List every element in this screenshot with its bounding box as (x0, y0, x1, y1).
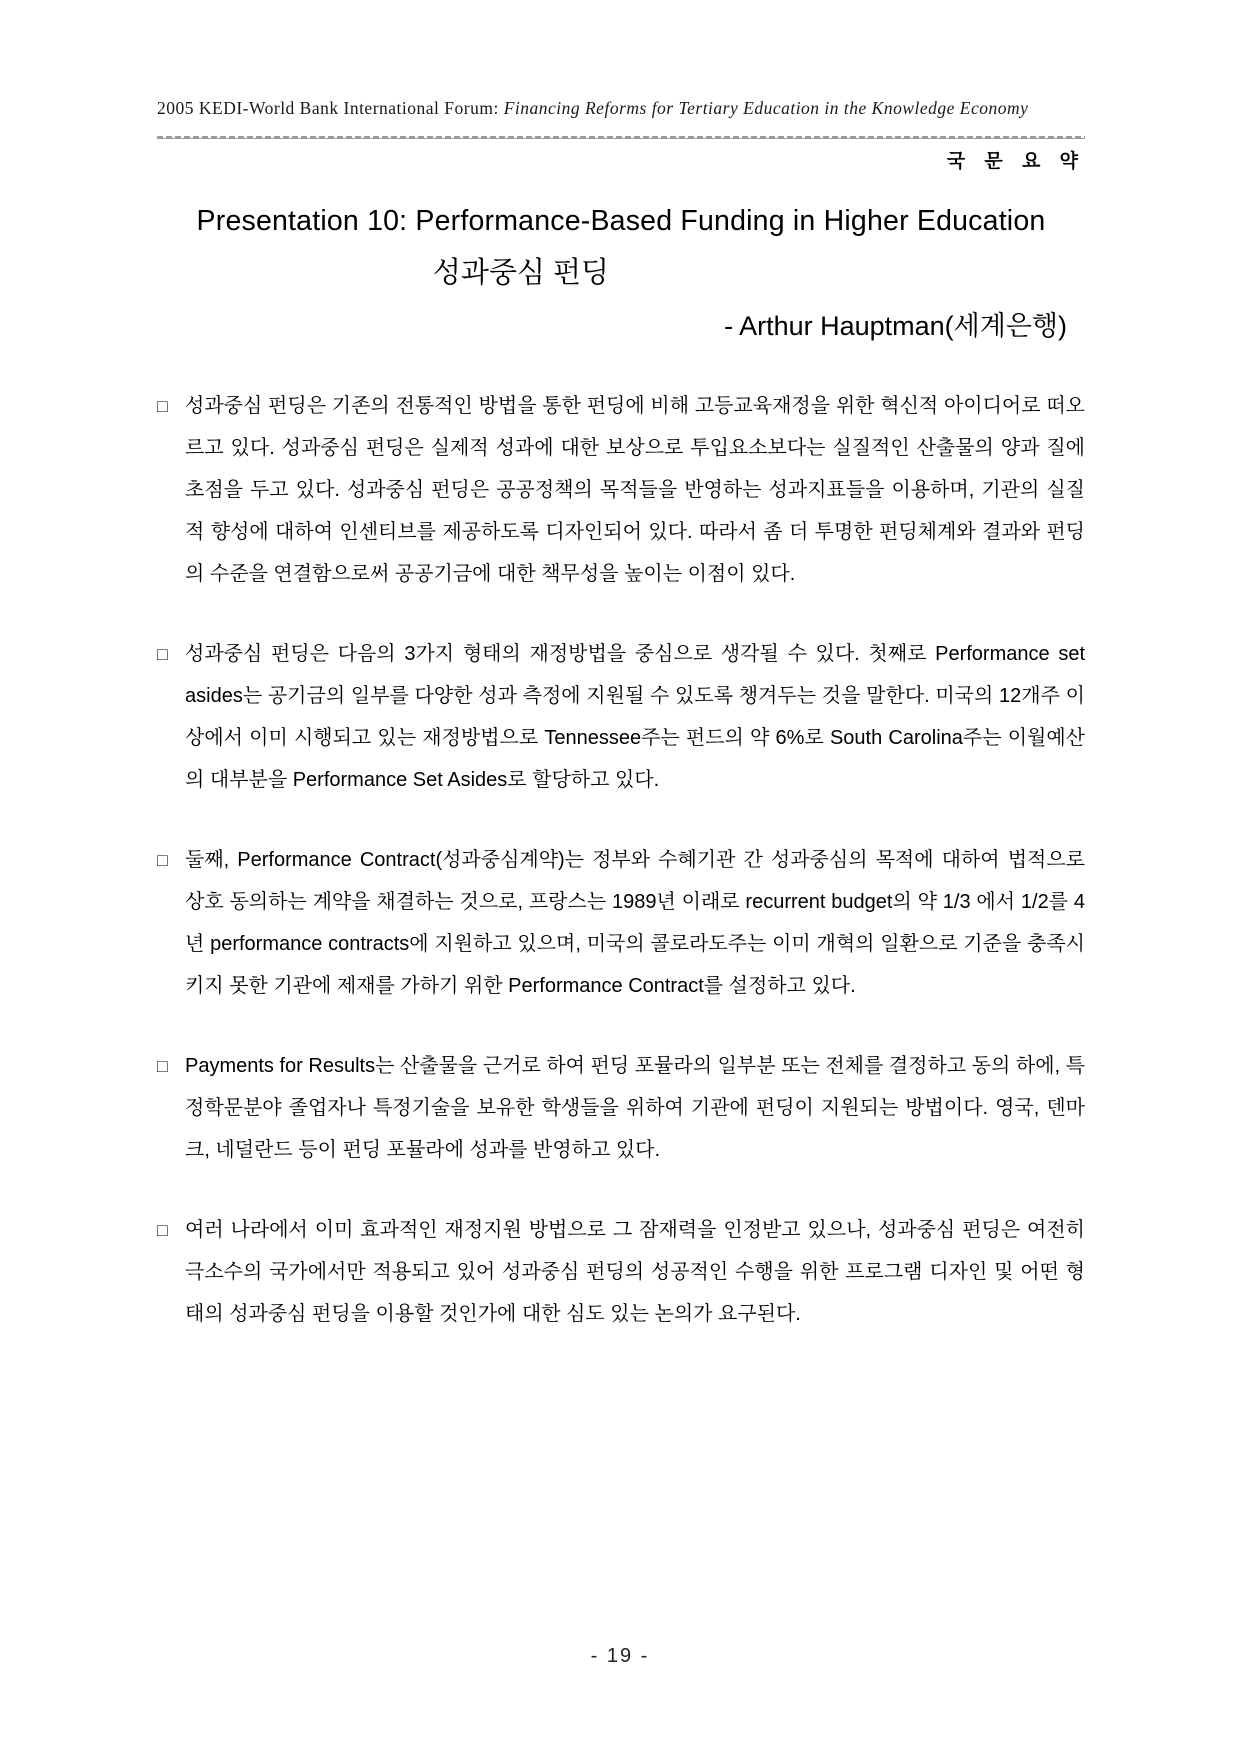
summary-paragraph (157, 633, 1085, 801)
paragraph-text: 둘째, Performance Contract(성과중심계약)는 정부와 수혜기관 간 성과중심의 목적에 대하여 법적으로 상호 동의하는 계약을 채결하는 것으로, 프랑스는 1989년 이래로 recurrent budget의 약 1/3 에서 1/2를 4년 performance contracts에 지원하고 있으며, 미국의 콜로라도주는 이미 개혁의 일환으로 기준을 충족시키지 못한 기관에 제재를 가하기 위한 Performance Contract를 설정하고 있다. (185, 849, 1085, 997)
square-bullet-icon: □ (157, 644, 168, 664)
paragraph-text: 성과중심 펀딩은 기존의 전통적인 방법을 통한 펀딩에 비해 고등교육재정을 위한 혁신적 아이디어로 떠오르고 있다. 성과중심 펀딩은 실제적 성과에 대한 보상으로 투입요소보다는 실질적인 산출물의 양과 질에 초점을 두고 있다. 성과중심 펀딩은 공공정책의 목적들을 반영하는 성과지표들을 이용하며, 기관의 실질적 향성에 대하여 인센티브를 제공하도록 디자인되어 있다. 따라서 좀 더 투명한 펀딩체계와 결과와 펀딩의 수준을 연결함으로써 공공기금에 대한 책무성을 높이는 이점이 있다. (185, 395, 1085, 585)
square-bullet-icon: □ (157, 850, 168, 870)
summary-paragraph (157, 1045, 1085, 1171)
square-bullet-icon: □ (157, 1056, 168, 1076)
square-bullet-icon: □ (157, 396, 168, 416)
square-bullet-icon: □ (157, 1220, 168, 1240)
running-header-forum-subtitle: Financing Reforms for Tertiary Education in the Knowledge Economy (498, 98, 1029, 118)
summary-body (157, 385, 1085, 1335)
running-header-forum-title: 2005 KEDI-World Bank International Forum: (157, 98, 499, 118)
paragraph-text: Payments for Results는 산출물을 근거로 하여 펀딩 포뮬라의 일부분 또는 전체를 결정하고 동의 하에, 특정학문분야 졸업자나 특정기술을 보유한 학생들을 위하여 기관에 펀딩이 지원되는 방법이다. 영국, 덴마크, 네덜란드 등이 펀딩 포뮬라에 성과를 반영하고 있다. (185, 1055, 1085, 1161)
presentation-title: Presentation 10: Performance-Based Funding in Higher Education (196, 205, 1046, 237)
header-divider (157, 136, 1085, 139)
author-byline: - Arthur Hauptman(세계은행) (724, 311, 1067, 341)
presentation-subtitle-wrap (157, 251, 1085, 295)
paragraph-text: 여러 나라에서 이미 효과적인 재정지원 방법으로 그 잠재력을 인정받고 있으나, 성과중심 펀딩은 여전히 극소수의 국가에서만 적용되고 있어 성과중심 펀딩의 성공적인 수행을 위한 프로그램 디자인 및 어떤 형태의 성과중심 펀딩을 이용할 것인가에 대한 심도 있는 논의가 요구된다. (185, 1219, 1085, 1325)
summary-paragraph (157, 385, 1085, 595)
page-number: - 19 - (590, 1645, 650, 1667)
section-label: 국 문 요 약 (946, 151, 1085, 172)
summary-paragraph (157, 839, 1085, 1007)
running-header (157, 98, 1085, 119)
presentation-subtitle: 성과중심 펀딩 (432, 257, 610, 289)
paragraph-text: 성과중심 펀딩은 다음의 3가지 형태의 재정방법을 중심으로 생각될 수 있다. 첫째로 Performance set asides는 공기금의 일부를 다양한 성과 측정에 지원될 수 있도록 챙겨두는 것을 말한다. 미국의 12개주 이상에서 이미 시행되고 있는 재정방법으로 Tennessee주는 펀드의 약 6%로 South Carolina주는 이월예산의 대부분을 Performance Set Asides로 할당하고 있다. (185, 643, 1085, 791)
summary-paragraph (157, 1209, 1085, 1335)
title-block (157, 199, 1085, 347)
